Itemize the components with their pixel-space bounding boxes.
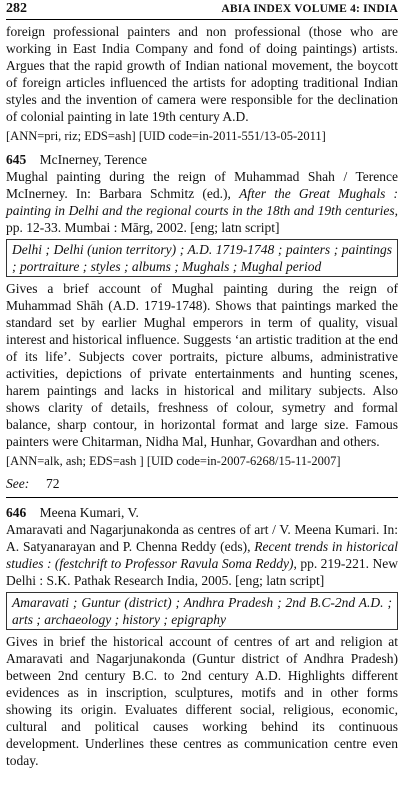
citation-part: , pp. 219-221. New Delhi : S.K. Pathak Research India, 2005. [eng; latn script] bbox=[6, 556, 398, 588]
running-title: ABIA INDEX VOLUME 4: INDIA bbox=[221, 3, 398, 15]
page-number: 282 bbox=[6, 1, 27, 16]
entry-number: 646 bbox=[6, 505, 27, 520]
page bbox=[6, 0, 398, 769]
prev-entry-abstract: foreign professional painters and non professional (those who are working in East India Company and fond of doing paintings) artists. Argues that the rapid growth of Indian national movement, the boycott of foreign articles influenced the artists for adopting traditional Indian styles and the invention of camera were responsible for the declination of colonial painting in late 19th century A.D. bbox=[6, 24, 398, 124]
entry-header bbox=[6, 151, 398, 168]
prev-entry-meta: [ANN=pri, riz; EDS=ash] [UID code=in-2011-551/13-05-2011] bbox=[6, 129, 326, 143]
keywords-box: Amaravati ; Guntur (district) ; Andhra Pradesh ; 2nd B.C-2nd A.D. ; arts ; archaeology ; history ; epigraphy bbox=[6, 592, 398, 630]
running-header bbox=[6, 0, 398, 20]
entry-abstract: Gives in brief the historical account of centres of art and religion at Amaravati and Nagarjunakonda (Guntur district of Andhra Pradesh) between 2nd century B.C. to 2nd century A.D. Highlights different evidences as in inscription, sculptures, motifs and in other forms showing its origin. Evaluates different social, religious, economic, cultural and political causes working behind its continuous development. Underlines these centres as communication centre even today. bbox=[6, 634, 398, 768]
entry-citation bbox=[6, 521, 398, 589]
citation-source-title: After the Great Mughals : painting in Delhi and the regional courts in the 18th and 19th centuries bbox=[6, 186, 398, 218]
see-label: See: bbox=[6, 476, 30, 491]
citation-part: , pp. 12-33. Mumbai : Mārg, 2002. [eng; latn script] bbox=[6, 203, 398, 235]
citation-source-title: Recent trends in historical studies : (festchrift to Professor Ravula Soma Reddy) bbox=[6, 539, 398, 571]
see-value: 72 bbox=[46, 476, 60, 491]
entry-meta: [ANN=alk, ash; EDS=ash ] [UID code=in-2007-6268/15-11-2007] bbox=[6, 454, 341, 468]
entry-header bbox=[6, 504, 398, 521]
entry-author: McInerney, Terence bbox=[39, 152, 147, 167]
citation-part: Mughal painting during the reign of Muhammad Shah / Terence McInerney. In: Barbara Schmitz (ed.), bbox=[6, 169, 398, 201]
entry-author: Meena Kumari, V. bbox=[39, 505, 139, 520]
keywords-box: Delhi ; Delhi (union territory) ; A.D. 1719-1748 ; painters ; paintings ; portraiture ; styles ; albums ; Mughals ; Mughal period bbox=[6, 239, 398, 277]
entry-citation bbox=[6, 168, 398, 236]
citation-part: Amaravati and Nagarjunakonda as centres of art / V. Meena Kumari. In: A. Satyanarayan and P. Chenna Reddy (eds), bbox=[6, 522, 398, 554]
entry-number: 645 bbox=[6, 152, 27, 167]
see-reference bbox=[6, 475, 398, 492]
entry-divider bbox=[6, 497, 398, 498]
entry-abstract: Gives a brief account of Mughal painting during the reign of Muhammad Shāh (A.D. 1719-1748). Shows that paintings marked the standard set by earlier Mughal emperors in term of quality, visual interest and historical influence. Suggests ‘an artistic tradition at the end of its life’. Subjects cover portraits, picture albums, administrative activities, depictions of private entertainments and hunting scenes, harem paintings and lacks in historical and military subjects. Also shows clarity of details, freshness of colour, symetry and formal balance, sharp contour, in horizontal format and large size. Famous painters were Chitarman, Nidha Mal, Hunhar, Govardhan and others. bbox=[6, 281, 398, 449]
